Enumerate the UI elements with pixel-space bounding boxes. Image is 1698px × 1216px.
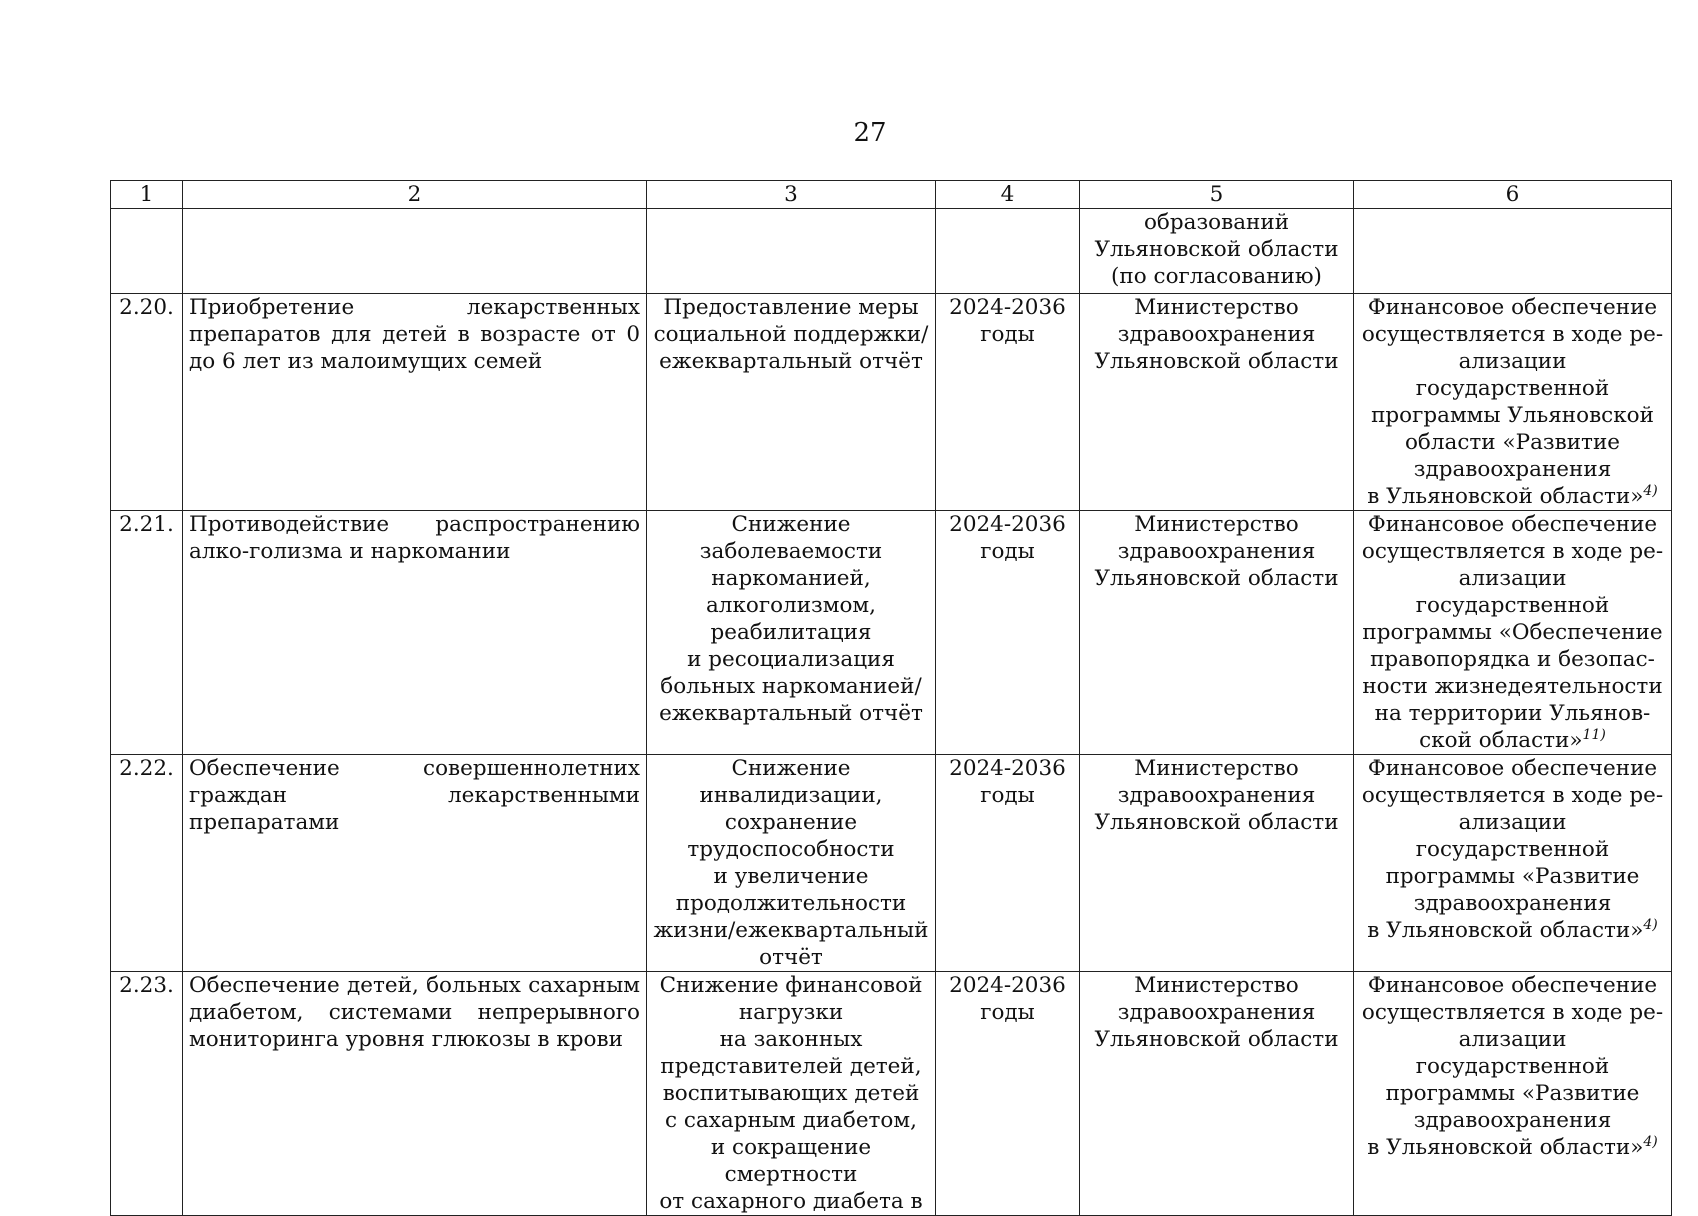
column-header: 2 xyxy=(183,181,647,209)
footnote-ref: 11) xyxy=(1582,726,1606,743)
row-number: 2.23. xyxy=(111,972,183,1216)
funding-text: Финансовое обеспечение осуществляется в ходе ре- ализации государственной программы «Развитие здравоохранения в Ульяновской области» xyxy=(1361,756,1664,943)
period: 2024-2036 годы xyxy=(936,755,1080,972)
column-number-row xyxy=(111,181,1672,209)
table-row xyxy=(111,294,1672,511)
table-cell xyxy=(647,209,936,294)
responsible: Министерство здравоохранения Ульяновской области xyxy=(1080,294,1354,511)
footnote-ref: 4) xyxy=(1643,916,1658,933)
expected-result: Снижение заболеваемости наркоманией, алкоголизмом, реабилитация и ресоциализация больных наркоманией/ ежеквартальный отчёт xyxy=(647,511,936,755)
responsible: Министерство здравоохранения Ульяновской области xyxy=(1080,972,1354,1216)
funding-cell xyxy=(1354,294,1672,511)
expected-result: Предоставление меры социальной поддержки/ ежеквартальный отчёт xyxy=(647,294,936,511)
table-cell xyxy=(1354,209,1672,294)
funding-cell xyxy=(1354,511,1672,755)
row-number: 2.20. xyxy=(111,294,183,511)
column-header: 4 xyxy=(936,181,1080,209)
row-number: 2.22. xyxy=(111,755,183,972)
funding-cell xyxy=(1354,755,1672,972)
measure-name: Обеспечение совершеннолетних граждан лекарственными препаратами xyxy=(183,755,647,972)
column-header: 5 xyxy=(1080,181,1354,209)
funding-text: Финансовое обеспечение осуществляется в ходе ре- ализации государственной программы Ульяновской области «Развитие здравоохранения в Ульяновской области» xyxy=(1361,295,1664,509)
footnote-ref: 4) xyxy=(1643,482,1658,499)
expected-result: Снижение инвалидизации, сохранение трудоспособности и увеличение продолжительности жизни/ежеквартальный отчёт xyxy=(647,755,936,972)
table-cell xyxy=(183,209,647,294)
measure-name: Обеспечение детей, больных сахарным диабетом, системами непрерывного мониторинга уровня глюкозы в крови xyxy=(183,972,647,1216)
period: 2024-2036 годы xyxy=(936,972,1080,1216)
table-cell xyxy=(936,209,1080,294)
continuation-row xyxy=(111,209,1672,294)
table-cell xyxy=(111,209,183,294)
column-header: 3 xyxy=(647,181,936,209)
footnote-ref: 4) xyxy=(1643,1133,1658,1150)
row-number: 2.21. xyxy=(111,511,183,755)
column-header: 1 xyxy=(111,181,183,209)
measures-table xyxy=(110,180,1672,1216)
period: 2024-2036 годы xyxy=(936,511,1080,755)
responsible: Министерство здравоохранения Ульяновской области xyxy=(1080,511,1354,755)
table-row xyxy=(111,755,1672,972)
funding-text: Финансовое обеспечение осуществляется в ходе ре- ализации государственной программы «Обеспечение правопорядка и безопас- ности жизнедеятельности на территории Ульянов- ской области» xyxy=(1361,512,1664,753)
table-row xyxy=(111,972,1672,1216)
measure-name: Приобретение лекарственных препаратов для детей в возрасте от 0 до 6 лет из малоимущих семей xyxy=(183,294,647,511)
table-row xyxy=(111,511,1672,755)
responsible: Министерство здравоохранения Ульяновской области xyxy=(1080,755,1354,972)
period: 2024-2036 годы xyxy=(936,294,1080,511)
expected-result: Снижение финансовой нагрузки на законных представителей детей, воспитывающих детей с сахарным диабетом, и сокращение смертности от сахарного диабета в xyxy=(647,972,936,1216)
funding-text: Финансовое обеспечение осуществляется в ходе ре- ализации государственной программы «Развитие здравоохранения в Ульяновской области» xyxy=(1361,973,1664,1160)
page-number: 27 xyxy=(853,118,887,148)
responsible-cell: образований Ульяновской области (по согласованию) xyxy=(1080,209,1354,294)
measure-name: Противодействие распространению алко-голизма и наркомании xyxy=(183,511,647,755)
column-header: 6 xyxy=(1354,181,1672,209)
funding-cell xyxy=(1354,972,1672,1216)
